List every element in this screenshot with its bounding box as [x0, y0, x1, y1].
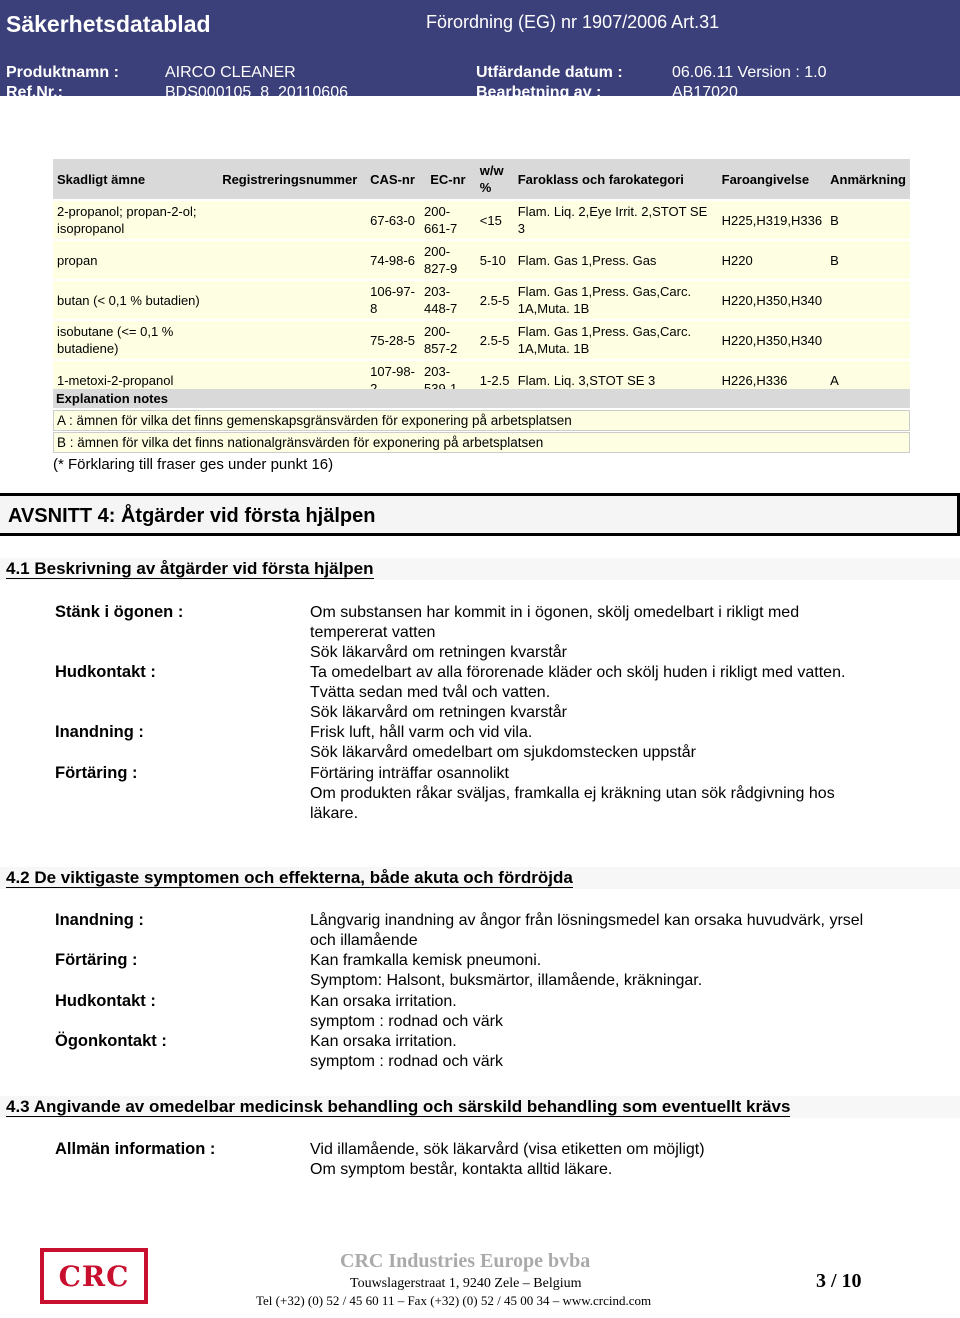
text-line: tempererat vatten: [310, 624, 436, 641]
table-cell: <15: [476, 201, 514, 239]
table-cell: isobutane (<= 0,1 % butadiene): [53, 321, 218, 359]
subsection-4-1-heading: [0, 558, 960, 580]
table-cell: B: [826, 201, 910, 239]
section-4-heading: [0, 493, 960, 536]
table-cell: B: [826, 241, 910, 279]
table-row: [53, 241, 910, 279]
column-header: Skadligt ämne: [53, 159, 218, 199]
table-cell: [218, 281, 366, 319]
text-line: Om symptom består, kontakta alltid läkare.: [310, 1161, 613, 1178]
first-aid-text: [310, 663, 930, 723]
column-header: CAS-nr: [366, 159, 420, 199]
first-aid-label: Inandning :: [55, 723, 144, 741]
table-cell: 203-: [420, 361, 476, 399]
table-cell: H225,H319,H336: [718, 201, 826, 239]
table-cell: 75-28-5: [366, 321, 420, 359]
table-cell: 67-63-0: [366, 201, 420, 239]
column-header: EC-nr: [420, 159, 476, 199]
text-line: läkare.: [310, 805, 359, 822]
section-4-title: AVSNITT 4: Åtgärder vid första hjälpen: [8, 505, 376, 527]
issue-date-value: 06.06.11 Version : 1.0: [672, 64, 827, 81]
table-cell: 2.5-5: [476, 281, 514, 319]
symptom-label: Förtäring :: [55, 951, 138, 969]
text-line: symptom : rodnad och värk: [310, 1053, 503, 1070]
document-title: Säkerhetsdatablad: [6, 11, 211, 37]
product-name-label: Produktnamn :: [6, 64, 119, 81]
subsection-4-1-title: 4.1 Beskrivning av åtgärder vid första hjälpen: [6, 559, 374, 578]
table-cell: H220,H350,H340: [718, 321, 826, 359]
first-aid-label: Hudkontakt :: [55, 663, 156, 681]
text-line: Tvätta sedan med tvål och vatten.: [310, 684, 551, 701]
table-cell: Flam. Liq. 2,Eye Irrit. 2,STOT SE 3: [514, 201, 718, 239]
footnote-phrases: (* Förklaring till fraser ges under punkt 16): [53, 456, 334, 473]
company-name: CRC Industries Europe bvba: [340, 1250, 591, 1272]
regulation-reference: Förordning (EG) nr 1907/2006 Art.31: [426, 12, 720, 32]
subsection-4-2-title: 4.2 De viktigaste symptomen och effekterna, både akuta och fördröjda: [6, 868, 573, 887]
symptom-text: [310, 951, 930, 991]
table-cell: Flam. Gas 1,Press. Gas: [514, 241, 718, 279]
ref-nr-label: Ref.Nr.:: [6, 84, 63, 101]
table-cell: [218, 201, 366, 239]
subsection-4-3-heading: [0, 1096, 960, 1118]
page-footer: [0, 1240, 960, 1318]
symptom-text: [310, 911, 930, 951]
column-header: Anmärkning: [826, 159, 910, 199]
table-cell: 2.5-5: [476, 321, 514, 359]
symptom-text: [310, 1032, 930, 1072]
logo-text: CRC: [58, 1259, 130, 1293]
text-line: Ta omedelbart av alla förorenade kläder och skölj huden i rikligt med vatten.: [310, 664, 846, 681]
ref-nr-value: BDS000105_8_20110606: [165, 84, 348, 101]
text-line: Symptom: Halsont, buksmärtor, illamående, kräkningar.: [310, 972, 703, 989]
subsection-4-3-title: 4.3 Angivande av omedelbar medicinsk behandling och särskild behandling som eventuellt krävs: [6, 1097, 791, 1116]
document-header: [0, 0, 960, 101]
first-aid-text: [310, 603, 930, 663]
symptom-label: Hudkontakt :: [55, 992, 156, 1010]
text-line: Kan orsaka irritation.: [310, 1033, 457, 1050]
table-cell: [218, 241, 366, 279]
symptom-label: Ögonkontakt :: [55, 1032, 167, 1050]
table-cell: propan: [53, 241, 218, 279]
table-row: [53, 321, 910, 359]
table-cell: 74-98-6: [366, 241, 420, 279]
first-aid-text: [310, 764, 930, 824]
table-cell: Flam. Liq. 3,STOT SE 3: [514, 361, 718, 399]
table-cell: Flam. Gas 1,Press. Gas,Carc. 1A,Muta. 1B: [514, 281, 718, 319]
table-cell: 107-98-: [366, 361, 420, 399]
text-line: Långvarig inandning av ångor från lösningsmedel kan orsaka huvudvärk, yrsel: [310, 912, 864, 929]
issue-date-label: Utfärdande datum :: [476, 64, 623, 81]
product-name-value: AIRCO CLEANER: [165, 64, 296, 81]
table-header-row: [53, 159, 910, 199]
text-line: Om produkten råkar sväljas, framkalla ej kräkning utan sök rådgivning hos: [310, 785, 835, 802]
column-header: w/w %: [476, 159, 514, 199]
text-line: Kan framkalla kemisk pneumoni.: [310, 952, 542, 969]
table-cell: [826, 281, 910, 319]
table-cell: Flam. Gas 1,Press. Gas,Carc. 1A,Muta. 1B: [514, 321, 718, 359]
table-cell: 200-827-9: [420, 241, 476, 279]
text-line: Frisk luft, håll varm och vid vila.: [310, 724, 533, 741]
subsection-4-2-heading: [0, 867, 960, 889]
table-cell: 2-propanol; propan-2-ol; isopropanol: [53, 201, 218, 239]
table-cell: 203-448-7: [420, 281, 476, 319]
page-number: 3 / 10: [816, 1270, 862, 1292]
edited-by-label: Bearbetning av :: [476, 84, 602, 101]
symptom-text: [310, 992, 930, 1032]
table-cell: 106-97-8: [366, 281, 420, 319]
text-line: Om substansen har kommit in i ögonen, skölj omedelbart i rikligt med: [310, 604, 800, 621]
text-line: Förtäring inträffar osannolikt: [310, 765, 509, 782]
text-line: Kan orsaka irritation.: [310, 993, 457, 1010]
table-row: [53, 201, 910, 239]
table-row: [53, 281, 910, 319]
table-cell: A: [826, 361, 910, 399]
company-address: Touwslagerstraat 1, 9240 Zele – Belgium: [350, 1276, 582, 1291]
text-line: Vid illamående, sök läkarvård (visa etiketten om möjligt): [310, 1141, 705, 1158]
table-cell: 200-661-7: [420, 201, 476, 239]
first-aid-text: [310, 723, 930, 763]
text-line: Sök läkarvård om retningen kvarstår: [310, 644, 567, 661]
column-header: Faroangivelse: [718, 159, 826, 199]
general-info-text: [310, 1140, 930, 1180]
first-aid-label: Förtäring :: [55, 764, 138, 782]
explanation-notes-title: Explanation notes: [53, 389, 910, 408]
crc-logo: [40, 1248, 148, 1304]
text-line: Sök läkarvård omedelbart om sjukdomstecken uppstår: [310, 744, 696, 761]
column-header: Registreringsnummer: [218, 159, 366, 199]
text-line: och illamående: [310, 932, 418, 949]
composition-table: [53, 157, 910, 401]
text-line: Sök läkarvård om retningen kvarstår: [310, 704, 567, 721]
table-cell: H220,H350,H340: [718, 281, 826, 319]
table-cell: [218, 321, 366, 359]
text-line: symptom : rodnad och värk: [310, 1013, 503, 1030]
table-cell: [826, 321, 910, 359]
explanation-note-a: A : ämnen för vilka det finns gemenskapsgränsvärden för exponering på arbetsplatsen: [53, 410, 910, 431]
table-cell: 5-10: [476, 241, 514, 279]
explanation-note-b: B : ämnen för vilka det finns nationalgränsvärden för exponering på arbetsplatsen: [53, 432, 910, 453]
company-contact: Tel (+32) (0) 52 / 45 60 11 – Fax (+32) (0) 52 / 45 00 34 – www.crcind.com: [256, 1293, 652, 1308]
table-cell: H220: [718, 241, 826, 279]
table-cell: 200-857-2: [420, 321, 476, 359]
table-cell: 1-metoxi-2-propanol: [53, 361, 218, 399]
edited-by-value: AB17020: [672, 84, 738, 101]
table-cell: H226,H336: [718, 361, 826, 399]
table-cell: 1-2.5: [476, 361, 514, 399]
general-info-label: Allmän information :: [55, 1140, 216, 1158]
table-cell: butan (< 0,1 % butadien): [53, 281, 218, 319]
symptom-label: Inandning :: [55, 911, 144, 929]
column-header: Faroklass och farokategori: [514, 159, 718, 199]
first-aid-label: Stänk i ögonen :: [55, 603, 184, 621]
